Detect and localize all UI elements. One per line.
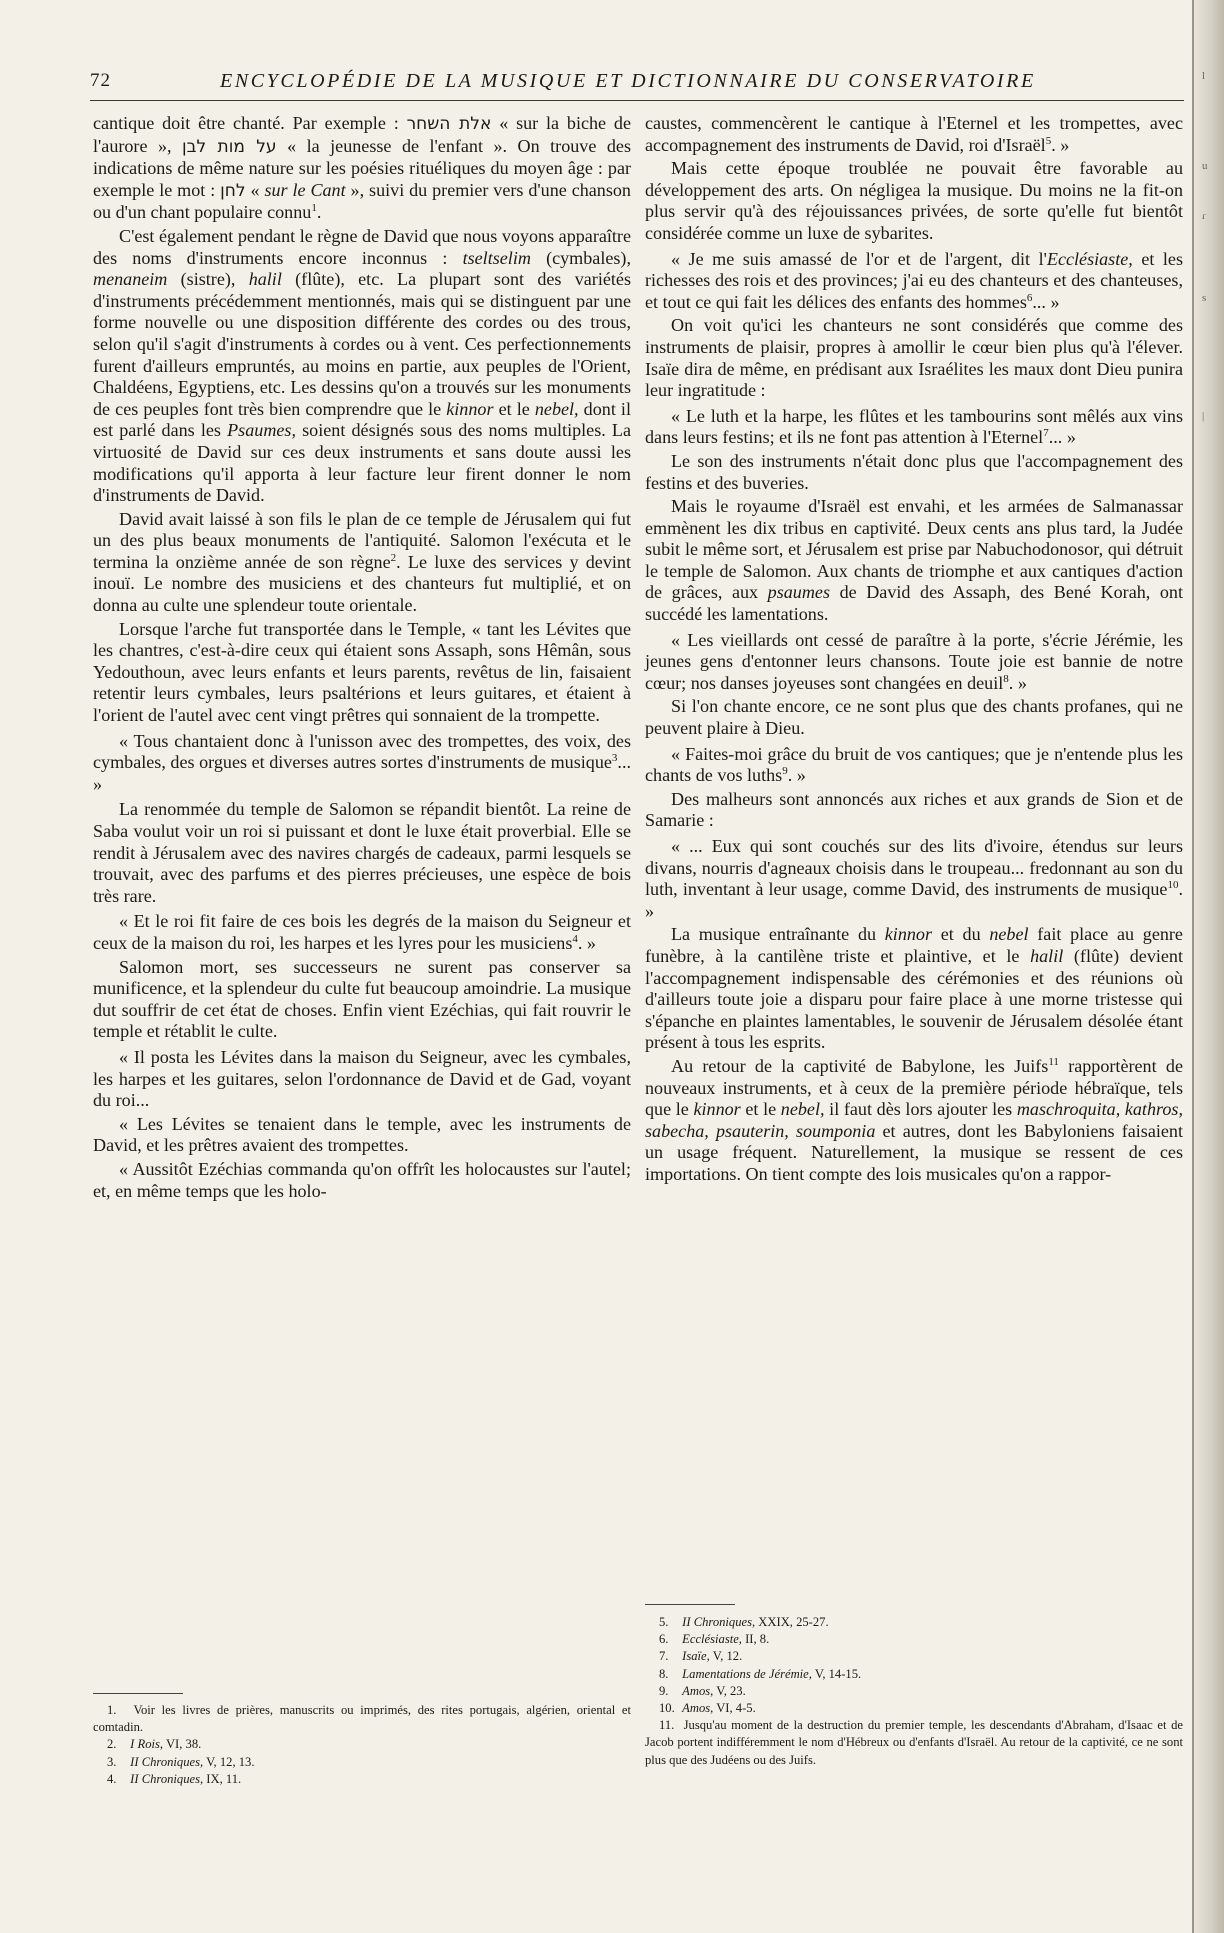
- hebrew-text: אלת השחר: [406, 114, 492, 134]
- paragraph: « Il posta les Lévites dans la maison du Seigneur, avec les cymbales, les harpes et les guitares, selon l'ordonnance de David et de Gad, voyant du roi...: [93, 1046, 631, 1111]
- paragraph: Si l'on chante encore, ce ne sont plus que des chants profanes, qui ne peuvent plaire à Dieu.: [645, 696, 1183, 739]
- paragraph: Des malheurs sont annoncés aux riches et aux grands de Sion et de Samarie :: [645, 788, 1183, 831]
- paragraph: Mais le royaume d'Israël est envahi, et les armées de Salmanassar emmènent les dix tribus en captivité. Deux cents ans plus tard, la Judée subit le même sort, et Jérusalem est prise par Nabuchodonosor, qui détruit le temple de Salomon. Aux chants de triomphe et aux cantiques d'action de grâces, aux psaumes de David des Assaph, des Bené Korah, ont succédé les lamentations.: [645, 496, 1183, 625]
- paragraph: caustes, commencèrent le cantique à l'Eternel et les trompettes, avec accompagnement des instruments de David, roi d'Israël$^5$. »: [645, 113, 1183, 155]
- footnote-ref: 3: [611, 752, 618, 765]
- footnote-ref: 5: [1045, 134, 1052, 147]
- footnote: 5. II Chroniques, XXIX, 25-27.: [659, 1615, 829, 1629]
- page-number: 72: [90, 70, 111, 91]
- footnote-ref: 1: [311, 202, 317, 215]
- paragraph: Salomon mort, ses successeurs ne surent pas conserver sa munificence, et la splendeur du culte fut beaucoup amoindrie. La musique dut souffrir de cet état de choses. Enfin vient Ezéchias, qui fait rouvrir le temple et rétablit le culte.: [93, 956, 631, 1042]
- edge-mark: l: [1202, 70, 1206, 82]
- footnotes-right: [645, 1614, 1183, 1769]
- running-title: ENCYCLOPÉDIE DE LA MUSIQUE ET DICTIONNAIRE DU CONSERVATOIRE: [220, 70, 1036, 92]
- footnote: 9. Amos, V, 23.: [659, 1683, 746, 1698]
- page-header: [90, 66, 1184, 101]
- footnote: 10. Amos, VI, 4-5.: [659, 1701, 756, 1716]
- paragraph: « Les vieillards ont cessé de paraître à la porte, s'écrie Jérémie, les jeunes gens d'entonner leurs chansons. Toute joie est bannie de notre cœur; nos danses joyeuses sont changées en deuil$^8$. »: [645, 629, 1183, 693]
- paragraph: Lorsque l'arche fut transportée dans le Temple, « tant les Lévites que les chantres, c'est-à-dire ceux qui étaient sons Assaph, sons Hêmân, sous Yedouthoun, avec leurs enfants et leurs parents, revêtus de lin, faisaient retentir leurs cymbales, leurs psaltérions et leurs guitares, et étaient à l'orient de l'autel avec cent vingt prêtres qui sonnaient de la trompette.: [93, 618, 631, 726]
- edge-mark: |: [1202, 410, 1205, 422]
- paragraph: « Tous chantaient donc à l'unisson avec des trompettes, des voix, des cymbales, des orgues et diverses autres sortes d'instruments de musique$^3$... »: [93, 730, 631, 794]
- footnotes-left: [93, 1702, 631, 1788]
- paragraph: La renommée du temple de Salomon se répandit bientôt. La reine de Saba voulut voir un roi si puissant et dont le luxe était proverbial. Elle se rendit à Jérusalem avec des navires chargés de cadeaux, parmi lesquels se trouvait, avec des parfums et des pierres précieuses, une espèce de bois très rare.: [93, 799, 631, 906]
- footnote: 11. Jusqu'au moment de la destruction du premier temple, les descendants d'Abraham, d'Isaac et de Jacob portent indifféremment le nom d'Hébreux ou d'enfants d'Israël. Au retour de la captivité, ce ne sont plus que des Judéens ou des Juifs.: [645, 1718, 1183, 1767]
- edge-mark: ɾ: [1202, 210, 1206, 222]
- left-column: [93, 113, 631, 1204]
- paragraph: « ... Eux qui sont couchés sur des lits d'ivoire, étendus sur leurs divans, nourris d'agneaux choisis dans le troupeau... fredonnant au son du luth, inventant à leur usage, comme David, des instruments de musique$^{10}$. »: [645, 836, 1183, 921]
- footnote-ref: 8: [1003, 672, 1009, 685]
- footnote-ref: 10: [1167, 879, 1179, 892]
- footnote-divider: [93, 1693, 183, 1694]
- paragraph: « Aussitôt Ezéchias commanda qu'on offrît les holocaustes sur l'autel; et, en même temps que les holo-: [93, 1158, 631, 1201]
- footnote-ref: 6: [1026, 291, 1033, 304]
- paragraph: « Les Lévites se tenaient dans le temple, avec les instruments de David, et les prêtres avaient des trompettes.: [93, 1113, 631, 1156]
- paragraph: « Je me suis amassé de l'or et de l'argent, dit l'Ecclésiaste, et les richesses des rois et des provinces; j'ai eu des chanteurs et des chanteuses, et tout ce qui fait les délices des enfants des hommes$^6$... »: [645, 248, 1183, 312]
- footnote: 3. II Chroniques, V, 12, 13.: [107, 1754, 255, 1769]
- footnote: 4. II Chroniques, IX, 11.: [107, 1771, 242, 1786]
- paragraph: C'est également pendant le règne de David que nous voyons apparaître des noms d'instruments encore inconnus : tseltselim (cymbales), menaneim (sistre), halil (flûte), etc. La plupart sont des variétés d'instruments précédemment mentionnés, mais qui se distinguent par une forme nouvelle ou une disposition différente des cordes ou des trous, selon qu'il s'agit d'instruments à cordes ou à vent. Ces perfectionnements furent d'ailleurs empruntés, au moins en partie, aux peuples de l'Orient, Chaldéens, Egyptiens, etc. Les dessins qu'on a trouvés sur les monuments de ces peuples font très bien comprendre que le kinnor et le nebel, dont il est parlé dans les Psaumes, soient désignés sous des noms multiples. La virtuosité de David sur ces deux instruments et sans doute aussi les modifications qu'il apporta à leur facture leur firent donner le nom d'instruments de David.: [93, 225, 632, 506]
- paragraph: Mais cette époque troublée ne pouvait être favorable au développement des arts. On négligea la musique. Du moins ne la fit-on plus servir qu'à des réjouissances privées, de sorte qu'elle fut bientôt considérée comme un luxe de sybarites.: [645, 158, 1183, 243]
- footnote: 6. Ecclésiaste, II, 8.: [659, 1632, 770, 1647]
- footnote: 2. I Rois, VI, 38.: [107, 1737, 202, 1752]
- paragraph: Au retour de la captivité de Babylone, les Juifs$^{11}$ rapportèrent de nouveaux instruments, et à ceux de la première période hébraïque, tels que le kinnor et le nebel, il faut dès lors ajouter les maschroquita, kathros, sabecha, psauterin, soumponia et autres, dont les Babyloniens faisaient un usage fréquent. Naturellement, la musique se ressent de ces importations. On tient compte des lois musicales qu'on a rappor-: [645, 1055, 1183, 1184]
- edge-mark: u: [1202, 160, 1208, 172]
- footnote: 1. Voir les livres de prières, manuscrits ou imprimés, des rites portugais, algérien, oriental et comtadin.: [93, 1703, 632, 1735]
- footnote-ref: 9: [782, 765, 788, 778]
- footnote-ref: 11: [1048, 1055, 1059, 1068]
- paragraph: « Faites-moi grâce du bruit de vos cantiques; que je n'entende plus les chants de vos luths$^9$. »: [645, 743, 1183, 786]
- paragraph: Le son des instruments n'était donc plus que l'accompagnement des festins et des buveries.: [645, 450, 1183, 493]
- adjacent-page-edge: [1194, 0, 1224, 1933]
- paragraph: cantique doit être chanté. Par exemple : אלת השחר « sur la biche de l'aurore », על מות לבן « la jeunesse de l'enfant ». On trouve des indications de même nature sur les poésies rituéliques du moyen âge : par exemple le mot : לחן « sur le Cant », suivi du premier vers d'une chanson ou d'un chant populaire connu$^1$.: [93, 113, 632, 223]
- footnote-divider: [645, 1604, 735, 1605]
- paragraph: « Le luth et la harpe, les flûtes et les tambourins sont mêlés aux vins dans leurs festins; et ils ne font pas attention à l'Eternel$^7$... »: [645, 405, 1183, 448]
- footnote-ref: 2: [390, 551, 397, 564]
- footnote: 8. Lamentations de Jérémie, V, 14-15.: [659, 1666, 862, 1681]
- paragraph: David avait laissé à son fils le plan de ce temple de Jérusalem qui fut un des plus beaux monuments de l'antiquité. Salomon l'exécuta et le termina la onzième année de son règne$^2$. Le luxe des services y devint inouï. Le nombre des musiciens et des chanteurs fut multiplié, et on donna au culte une splendeur toute orientale.: [93, 508, 631, 616]
- paragraph: « Et le roi fit faire de ces bois les degrés de la maison du Seigneur et ceux de la maison du roi, les harpes et les lyres pour les musiciens$^4$. »: [93, 911, 631, 953]
- footnote: 7. Isaïe, V, 12.: [659, 1649, 743, 1664]
- hebrew-text: לחן: [220, 180, 246, 201]
- footnote-ref: 4: [572, 932, 578, 945]
- paragraph: La musique entraînante du kinnor et du nebel fait place au genre funèbre, à la cantilène triste et plaintive, et le halil (flûte) devient l'accompagnement indispensable des cérémonies et des réunions où d'ailleurs toute joie a disparu pour faire place à une morne tristesse qui s'épanche en plaintes lamentables, le souvenir de Jérusalem désolée étant présent à tous les esprits.: [645, 924, 1184, 1053]
- footnote-ref: 7: [1043, 427, 1049, 440]
- edge-mark: s: [1202, 292, 1207, 304]
- hebrew-text: על מות לבן: [182, 136, 277, 157]
- right-column: [645, 113, 1183, 1188]
- paragraph: On voit qu'ici les chanteurs ne sont considérés que comme des instruments de plaisir, propres à amollir le cœur bien plus qu'à l'élever. Isaïe dira de même, en prédisant aux Israélites les maux dont Dieu punira leur ingratitude :: [645, 315, 1183, 401]
